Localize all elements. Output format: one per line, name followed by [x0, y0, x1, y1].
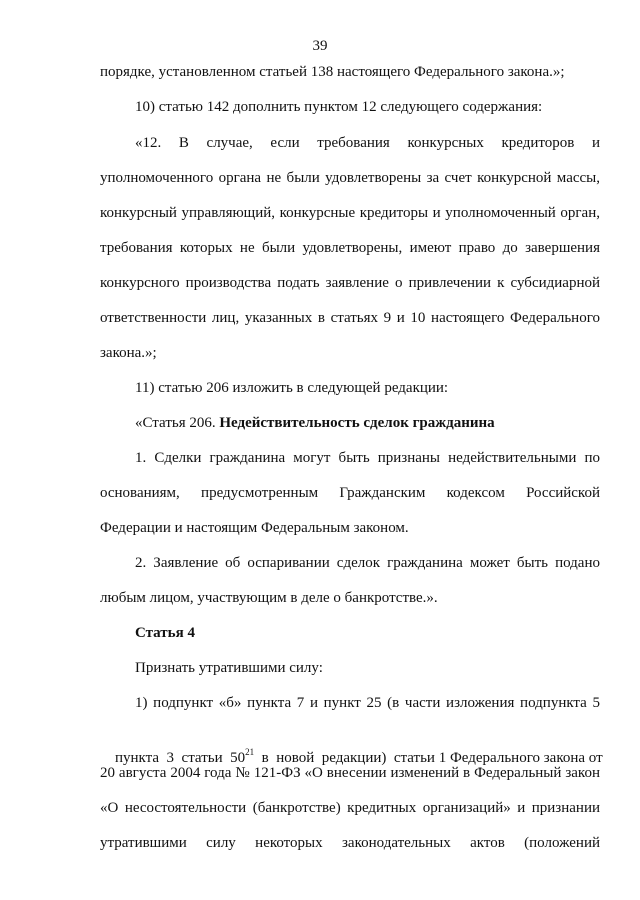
- text-line: 11) статью 206 изложить в следующей редакции:: [135, 380, 449, 396]
- page-number: 39: [312, 38, 328, 54]
- text-line: Федерации и настоящим Федеральным законом.: [100, 520, 409, 536]
- text-line: 20 августа 2004 года № 121-ФЗ «О внесении изменений в Федеральный закон: [100, 765, 600, 781]
- text-line: закона.»;: [100, 345, 157, 361]
- text-line: «12. В случае, если требования конкурсных кредиторов и: [135, 135, 600, 151]
- article-206-prefix: «Статья 206.: [135, 415, 220, 431]
- article-206-title: Недействительность сделок гражданина: [219, 415, 495, 431]
- article-4-heading: Статья 4: [135, 625, 195, 641]
- text-line: 1. Сделки гражданина могут быть признаны недействительными по: [135, 450, 600, 466]
- text-line: любым лицом, участвующим в деле о банкротстве.».: [100, 590, 438, 606]
- text-line: уполномоченного органа не были удовлетворены за счет конкурсной массы,: [100, 170, 600, 186]
- text-line: основаниям, предусмотренным Гражданским кодексом Российской: [100, 485, 600, 501]
- text-line: 10) статью 142 дополнить пунктом 12 следующего содержания:: [135, 99, 543, 115]
- text-line: 2. Заявление об оспаривании сделок гражданина может быть подано: [135, 555, 600, 571]
- text-line: «О несостоятельности (банкротстве) кредитных организаций» и признании: [100, 800, 600, 816]
- text-line: ответственности лиц, указанных в статьях 9 и 10 настоящего Федерального: [100, 310, 600, 326]
- text-line: порядке, установленном статьей 138 настоящего Федерального закона.»;: [100, 64, 565, 80]
- text-line: конкурсного производства подать заявление о привлечении к субсидиарной: [100, 275, 600, 291]
- text-line: утратившими силу некоторых законодательных актов (положений: [100, 835, 600, 851]
- text-line: Признать утратившими силу:: [135, 660, 323, 676]
- superscript-21: 21: [245, 747, 255, 757]
- text-line: требования которых не были удовлетворены, имеют право до завершения: [100, 240, 600, 256]
- text-line: конкурсный управляющий, конкурсные кредиторы и уполномоченный орган,: [100, 205, 600, 221]
- line-part: в новой редакции) статьи 1 Федерального закона от: [254, 750, 603, 766]
- text-line: 1) подпункт «б» пункта 7 и пункт 25 (в части изложения подпункта 5: [135, 695, 600, 711]
- article-heading-line: [135, 413, 600, 433]
- text-line-with-superscript: [100, 728, 603, 766]
- line-part: пункта 3 статьи 50: [115, 750, 246, 766]
